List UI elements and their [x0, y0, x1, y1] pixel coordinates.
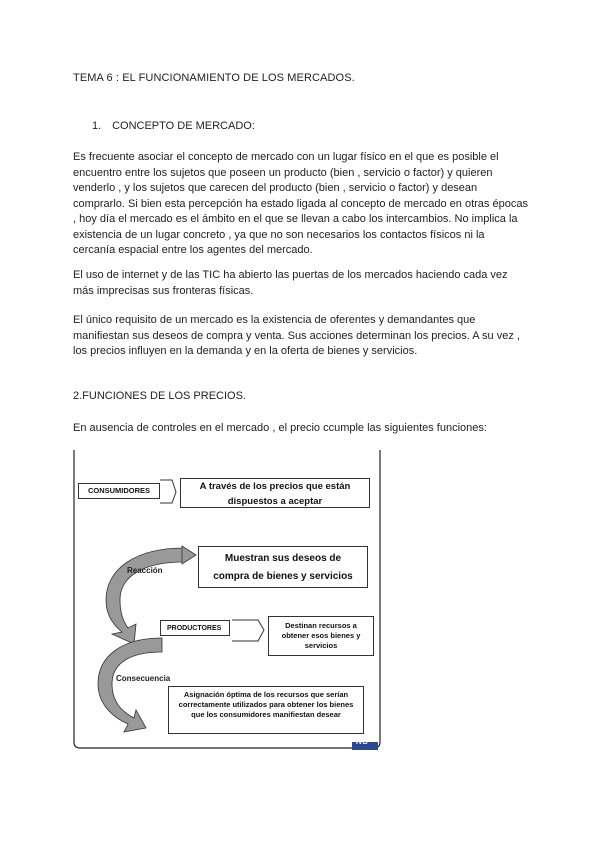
section-2-heading: 2.FUNCIONES DE LOS PRECIOS.	[73, 390, 246, 402]
recursos-box: Destinan recursos a obtener esos bienes y servicios	[268, 616, 374, 656]
section-1-title: CONCEPTO DE MERCADO:	[112, 120, 255, 132]
asignacion-box: Asignación óptima de los recursos que serían correctamente utilizados para obtener los bienes que los consumidores manifiestan desear	[168, 686, 364, 734]
logo-text: IVB	[356, 739, 368, 746]
paragraph-requisito-mercado: El único requisito de un mercado es la existencia de oferentes y demandantes que manifiestan sus deseos de compra y venta. Sus acciones determinan los precios. A su vez , los precios influyen en la demanda y en la oferta de bienes y servicios.	[73, 314, 520, 357]
productores-bracket-icon	[232, 620, 264, 641]
paragraph-mercado-definicion: Es frecuente asociar el concepto de mercado con un lugar físico en el que es posible el encuentro entre los sujetos que poseen un producto (bien , servicio o factor) y quieren venderlo , y los sujetos que carecen del producto (bien , servicio o factor) y desean comprarlo. Si bien esta percepción ha estado ligada al concepto de mercado en otras épocas , hoy día el mercado es el ámbito en el que se llevan a cabo los intercambios. No implica la existencia de un lugar concreto , ya que no son necesarios los contactos físicos ni la cercanía espacial entre los agentes del mercado.	[73, 151, 528, 256]
reaccion-label: Reacción	[127, 566, 163, 575]
consecuencia-label: Consecuencia	[116, 674, 171, 683]
section-1-number: 1.	[92, 120, 102, 132]
page-heading: TEMA 6 : EL FUNCIONAMIENTO DE LOS MERCADOS.	[73, 72, 355, 84]
productores-box: PRODUCTORES	[160, 620, 230, 636]
price-functions-diagram	[72, 448, 384, 750]
paragraph-internet-tic: El uso de internet y de las TIC ha abierto las puertas de los mercados haciendo cada vez más imprecisas sus fronteras físicas.	[73, 269, 508, 297]
consumidores-bracket-icon	[160, 480, 176, 503]
consumidores-box: CONSUMIDORES	[78, 483, 160, 499]
deseos-box: Muestran sus deseos de compra de bienes y servicios	[198, 546, 368, 588]
section-2-intro: En ausencia de controles en el mercado , el precio ccumple las siguientes funciones:	[73, 422, 487, 434]
consecuencia-curved-arrow-icon	[98, 638, 162, 732]
precios-box: A través de los precios que están dispuestos a aceptar	[180, 478, 370, 508]
section-1-heading	[92, 119, 255, 135]
deseos-arrowhead-icon	[182, 546, 196, 564]
